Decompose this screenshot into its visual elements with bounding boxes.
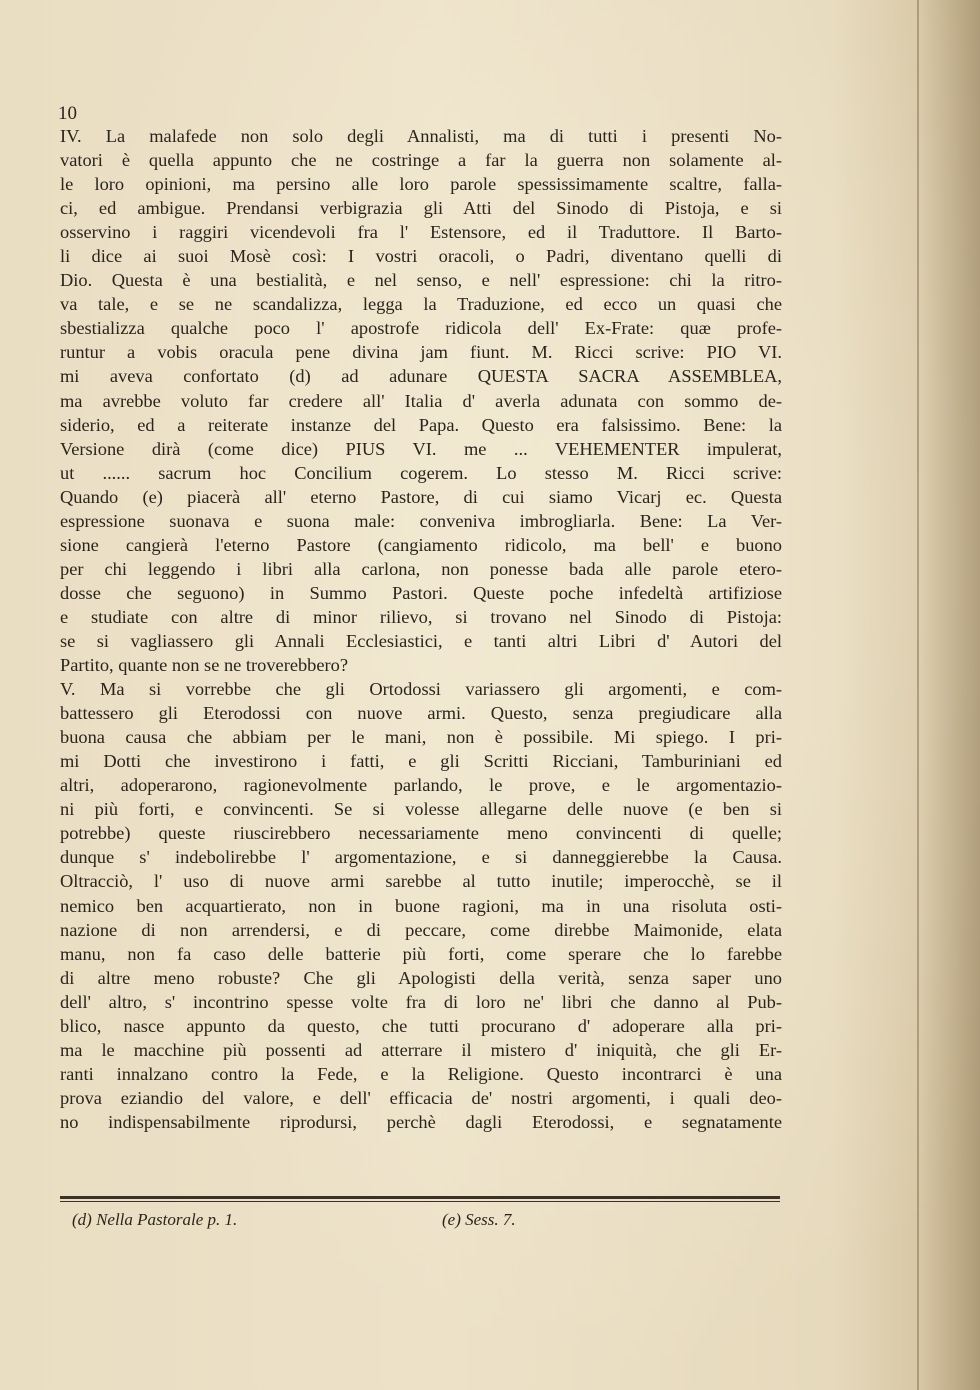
text-line: no indispensabilmente riprodursi, perchè dagli Eterodossi, e segnatamente: [60, 1111, 782, 1132]
text-line: per chi leggendo i libri alla carlona, non ponesse bada alle parole etero-: [60, 558, 782, 579]
text-line: Dio. Questa è una bestialità, e nel senso, e nell' espressione: chi la ritro-: [60, 270, 782, 291]
text-line: ni più forti, e convincenti. Se si volesse allegarne delle nuove (e ben si: [60, 799, 782, 820]
text-line: altri, adoperarono, ragionevolmente parlando, le prove, e le argomentazio-: [60, 775, 782, 796]
text-line: le loro opinioni, ma persino alle loro parole spessissimamente scaltre, falla-: [60, 174, 782, 195]
text-line: ranti innalzano contro la Fede, e la Religione. Questo incontrarci è una: [60, 1063, 782, 1084]
text-line: potrebbe) queste riuscirebbero necessariamente meno convincenti di quelle;: [60, 823, 782, 844]
text-line: nemico ben acquartierato, non in buone ragioni, ma in una risoluta osti-: [60, 895, 782, 916]
text-line: mi Dotti che investirono i fatti, e gli Scritti Ricciani, Tamburiniani ed: [60, 751, 782, 772]
page-fold-line: [917, 0, 919, 1390]
text-line: se si vagliassero gli Annali Ecclesiastici, e tanti altri Libri d' Autori del: [60, 630, 782, 651]
text-line: blico, nasce appunto da questo, che tutti procurano d' adoperare alla pri-: [60, 1015, 782, 1036]
text-line: nazione di non arrendersi, e di peccare, come direbbe Maimonide, elata: [60, 919, 782, 940]
text-line: IV. La malafede non solo degli Annalisti, ma di tutti i presenti No-: [60, 126, 782, 146]
text-line: prova eziandio del valore, e dell' efficacia de' nostri argomenti, i quali deo-: [60, 1087, 782, 1108]
footnote-e: (e) Sess. 7.: [442, 1210, 516, 1229]
text-line: manu, non fa caso delle batterie più forti, come sperare che lo farebbe: [60, 943, 782, 964]
text-line: vatori è quella appunto che ne costringe a far la guerra non solamente al-: [60, 150, 782, 171]
footnote-rule-thin: [60, 1201, 780, 1202]
text-line: ma le macchine più possenti ad atterrare il mistero d' iniquità, che gli Er-: [60, 1039, 782, 1060]
main-text: [60, 124, 782, 1134]
text-line: va tale, e se ne scandalizza, legga la Traduzione, ed ecco un quasi che: [60, 294, 782, 315]
text-line: Versione dirà (come dice) PIUS VI. me ... VEHEMENTER impulerat,: [60, 438, 782, 459]
text-line: V. Ma si vorrebbe che gli Ortodossi variassero gli argomenti, e com-: [60, 679, 782, 700]
text-line: sbestializza qualche poco l' apostrofe ridicola dell' Ex-Frate: quæ profe-: [60, 318, 782, 339]
page-number: 10: [58, 103, 77, 124]
text-line: Oltracciò, l' uso di nuove armi sarebbe al tutto inutile; imperocchè, se il: [60, 871, 782, 892]
text-line: sione cangierà l'eterno Pastore (cangiamento ridicolo, ma bell' e buono: [60, 534, 782, 555]
text-line: Quando (e) piacerà all' eterno Pastore, di cui siamo Vicarj ec. Questa: [60, 486, 782, 507]
text-line: di altre meno robuste? Che gli Apologisti della verità, senza saper uno: [60, 967, 782, 988]
text-line: dunque s' indebolirebbe l' argomentazione, e si danneggierebbe la Causa.: [60, 847, 782, 868]
text-line: Partito, quante non se ne troverebbero?: [60, 655, 349, 676]
text-line: dell' altro, s' incontrino spesse volte fra di loro ne' libri che danno al Pub-: [60, 991, 782, 1012]
text-line: ut ...... sacrum hoc Concilium cogerem. Lo stesso M. Ricci scrive:: [60, 462, 782, 483]
text-line: ma avrebbe voluto far credere all' Italia d' averla adunata con sommo de-: [60, 390, 782, 411]
text-line: espressione suonava e suona male: conveniva imbrogliarla. Bene: La Ver-: [60, 510, 782, 531]
text-line: dosse che seguono) in Summo Pastori. Queste poche infedeltà artifiziose: [60, 582, 782, 603]
text-line: siderio, ed a reiterate instanze del Papa. Questo era falsissimo. Bene: la: [60, 414, 782, 435]
footnote-rule: [60, 1196, 780, 1199]
text-line: osservino i raggiri vicendevoli fra l' Estensore, ed il Traduttore. Il Barto-: [60, 222, 782, 243]
text-line: ci, ed ambigue. Prendansi verbigrazia gli Atti del Sinodo di Pistoja, e si: [60, 198, 782, 219]
text-line: buona causa che abbiam per le mani, non è possibile. Mi spiego. I pri-: [60, 727, 782, 748]
text-line: e studiate con altre di minor rilievo, si trovano nel Sinodo di Pistoja:: [60, 606, 782, 627]
text-line: runtur a vobis oracula pene divina jam fiunt. M. Ricci scrive: PIO VI.: [60, 342, 782, 363]
text-line: battessero gli Eterodossi con nuove armi. Questo, senza pregiudicare alla: [60, 703, 782, 724]
page-edge-shadow: [920, 0, 980, 1390]
footnote-d: (d) Nella Pastorale p. 1.: [72, 1210, 238, 1229]
text-line: mi aveva confortato (d) ad adunare QUESTA SACRA ASSEMBLEA,: [60, 366, 782, 387]
text-line: li dice ai suoi Mosè così: I vostri oracoli, o Padri, diventano quelli di: [60, 246, 782, 267]
